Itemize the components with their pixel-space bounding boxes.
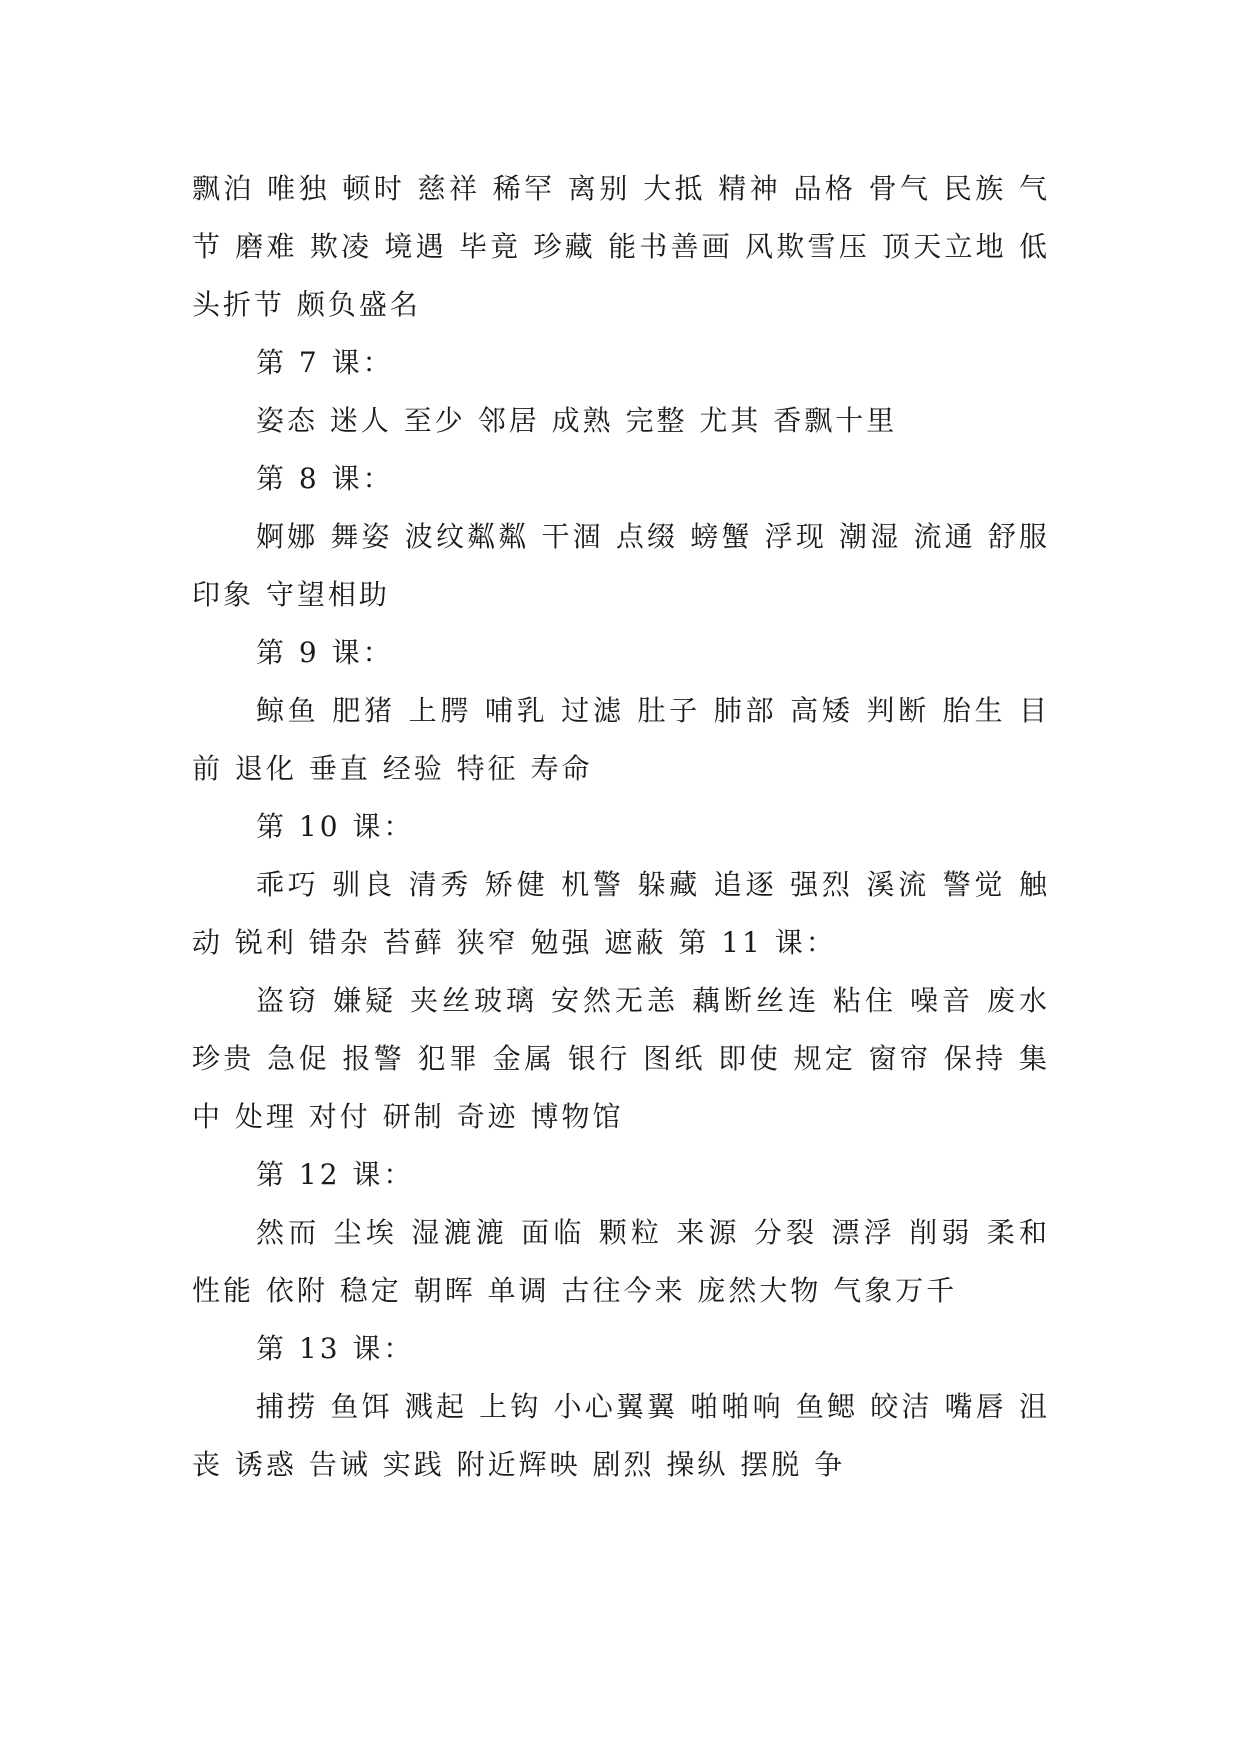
lesson-heading-10: 第 10 课： <box>256 810 415 843</box>
vocab-paragraph-lesson-13: 捕捞 鱼饵 溅起 上钩 小心翼翼 啪啪响 鱼鳃 皎洁 嘴唇 沮丧 诱惑 告诫 实践 附近辉映 剧烈 操纵 摆脱 争 <box>192 1390 1050 1481</box>
vocab-paragraph-lesson-10: 乖巧 驯良 清秀 矫健 机警 躲藏 追逐 强烈 溪流 警觉 触动 锐利 错杂 苔藓 狭窄 勉强 遮蔽 第 11 课： <box>192 868 1050 959</box>
vocab-paragraph-lesson-7: 姿态 迷人 至少 邻居 成熟 完整 尤其 香飘十里 <box>256 404 898 437</box>
vocab-paragraph-lesson-12: 然而 尘埃 湿漉漉 面临 颗粒 来源 分裂 漂浮 削弱 柔和 性能 依附 稳定 朝晖 单调 古往今来 庞然大物 气象万千 <box>192 1216 1050 1307</box>
lesson-heading-9: 第 9 课： <box>256 636 394 669</box>
lesson-heading-8: 第 8 课： <box>256 462 394 495</box>
vocab-paragraph-lesson-8: 婀娜 舞姿 波纹粼粼 干涸 点缀 螃蟹 浮现 潮湿 流通 舒服 印象 守望相助 <box>192 520 1050 611</box>
lesson-heading-12: 第 12 课： <box>256 1158 415 1191</box>
lesson-heading-7: 第 7 课： <box>256 346 394 379</box>
lesson-heading-13: 第 13 课： <box>256 1332 415 1365</box>
vocab-paragraph-lesson-11: 盗窃 嫌疑 夹丝玻璃 安然无恙 藕断丝连 粘住 噪音 废水 珍贵 急促 报警 犯罪 金属 银行 图纸 即使 规定 窗帘 保持 集中 处理 对付 研制 奇迹 博物馆 <box>192 984 1050 1133</box>
vocab-paragraph-lesson-6: 飘泊 唯独 顿时 慈祥 稀罕 离别 大抵 精神 品格 骨气 民族 气节 磨难 欺凌 境遇 毕竟 珍藏 能书善画 风欺雪压 顶天立地 低头折节 颇负盛名 <box>192 172 1050 321</box>
vocab-paragraph-lesson-9: 鲸鱼 肥猪 上腭 哺乳 过滤 肚子 肺部 高矮 判断 胎生 目前 退化 垂直 经验 特征 寿命 <box>192 694 1050 785</box>
document-body <box>192 160 1050 1494</box>
